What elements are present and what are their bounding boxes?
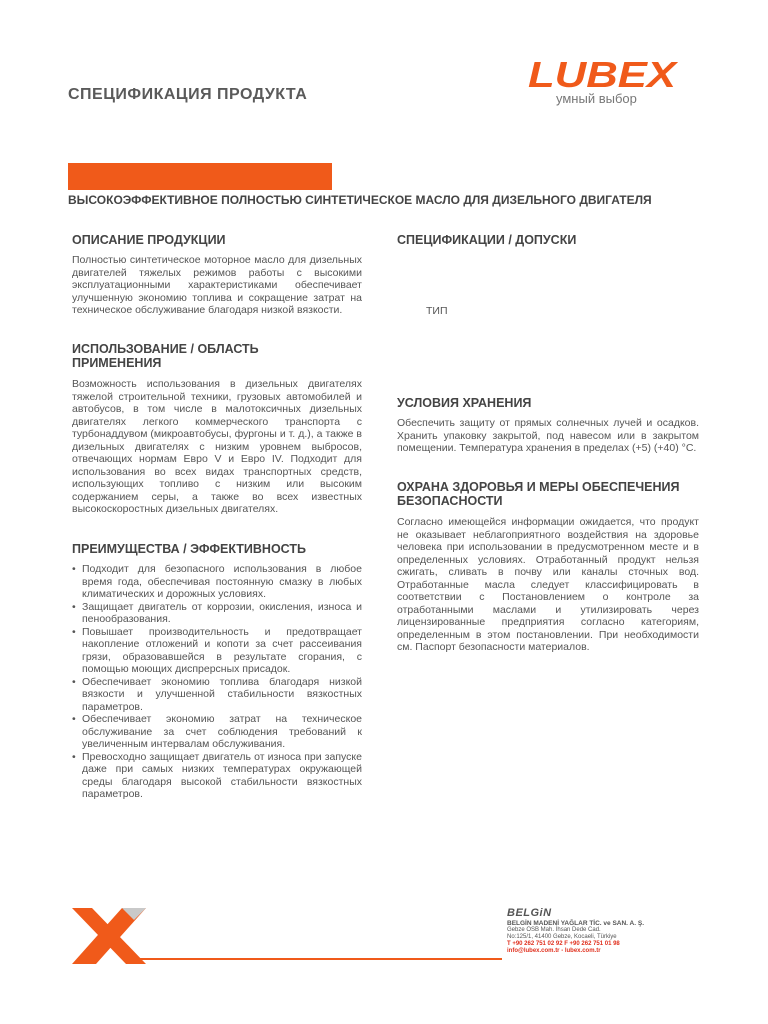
belgin-brand: BELGiN [507,907,552,919]
benefit-item: • Превосходно защищает двигатель от износа при запуске даже при самых низких температурах окружающей среды благодаря высокой стабильности вязкостных параметров. [72,750,362,800]
company-contact-link[interactable]: info@lubex.com.tr - lubex.com.tr [507,948,601,954]
logo-tagline: умный выбор [556,91,637,106]
benefit-item: • Обеспечивает экономию затрат на техническое обслуживание за счет соблюдения требований к увеличенным интервалам обслуживания. [72,713,362,750]
bullet-icon: • [72,625,76,638]
bullet-icon: • [72,713,76,725]
safety-heading: ОХРАНА ЗДОРОВЬЯ И МЕРЫ ОБЕСПЕЧЕНИЯ БЕЗОПАСНОСТИ [397,480,680,508]
description-heading: ОПИСАНИЕ ПРОДУКЦИИ [72,233,226,247]
bullet-icon: • [72,750,76,763]
x-logo-icon [72,908,146,964]
description-text: Полностью синтетическое моторное масло для дизельных двигателей тяжелых режимов работы с высокими эксплуатационными характеристиками обеспечивает улучшенную экономию топлива и сокращение затрат на техническое обслуживание благодаря низкой вязкости. [72,254,362,316]
bullet-icon: • [72,675,76,688]
benefit-item: • Обеспечивает экономию топлива благодаря низкой вязкости и улучшенной стабильности вязкостных параметров. [72,675,362,713]
benefits-list [72,563,362,801]
specs-heading: СПЕЦИФИКАЦИИ / ДОПУСКИ [397,233,577,247]
bullet-icon: • [72,563,76,575]
lubex-logo [528,54,678,110]
lubex-logo-wordmark [528,54,678,94]
page-title: СПЕЦИФИКАЦИЯ ПРОДУКТА [68,86,308,103]
company-address-line-2: No:125/1, 41400 Gebze, Kocaeli, Türkiye [507,934,617,940]
accent-bar [68,163,332,190]
usage-heading: ИСПОЛЬЗОВАНИЕ / ОБЛАСТЬ ПРИМЕНЕНИЯ [72,342,259,370]
usage-text: Возможность использования в дизельных двигателях тяжелой строительной техники, грузовых автомобилей и автобусов, в том числе в малотоксичных дизельных двигателях легкого коммерческого транспорта с турбонаддувом (микроавтобусы, фургоны и т. д.), а также в дизельных двигателях с низким уровнем выбросов, отвечающих нормам Евро V и Евро IV. Подходит для использования во всех видах транспортных средств, использующих топливо с низким или высоким содержанием серы, а также во всех известных высокоскоростных дизельных двигателях. [72,378,362,515]
specs-type-label: ТИП [426,305,448,317]
bullet-icon: • [72,600,76,613]
product-title: ВЫСОКОЭФФЕКТИВНОЕ ПОЛНОСТЬЮ СИНТЕТИЧЕСКОЕ МАСЛО ДЛЯ ДИЗЕЛЬНОГО ДВИГАТЕЛЯ [68,193,652,207]
safety-text: Согласно имеющейся информации ожидается, что продукт не оказывает неблагоприятного воздействия на здоровье человека при использовании в предусмотренном месте и в определенных условиях. Отработанный продукт нельзя сжигать, сливать в почву или каналы сточных вод. Отработанные масла следует классифицировать в соответствии с Постановлением о контроле за отработанными маслами и утилизировать через лицензированные предприятия согласно категориям, определенным в этом постановлении. При необходимости см. Паспорт безопасности материалов. [397,516,699,653]
storage-heading: УСЛОВИЯ ХРАНЕНИЯ [397,396,532,410]
logo-text: LUBEX [528,54,678,94]
benefits-heading: ПРЕИМУЩЕСТВА / ЭФФЕКТИВНОСТЬ [72,542,307,556]
company-address-line-1: Gebze OSB Mah. İhsan Dede Cad. [507,927,601,933]
company-phone: T +90 262 751 02 92 F +90 262 751 01 98 [507,941,620,947]
storage-text: Обеспечить защиту от прямых солнечных лучей и осадков. Хранить упаковку закрытой, под навесом или в закрытом помещении. Температура хранения в пределах (+5) (+40) °C. [397,417,699,454]
benefit-item: • Повышает производительность и предотвращает накопление отложений и копоти за счет рассеивания грязи, образовавшейся в результате сгорания, с помощью моющих диспрерсных присадок. [72,625,362,675]
company-info [507,907,687,955]
benefit-item: • Защищает двигатель от коррозии, окисления, износа и пенообразования. [72,600,362,625]
footer-divider [132,958,502,960]
company-name: BELGİN MADENİ YAĞLAR TİC. ve SAN. A. Ş. [507,920,645,927]
benefit-item: • Подходит для безопасного использования в любое время года, обеспечивая постоянную смазку в любых климатических и дорожных условиях. [72,563,362,600]
